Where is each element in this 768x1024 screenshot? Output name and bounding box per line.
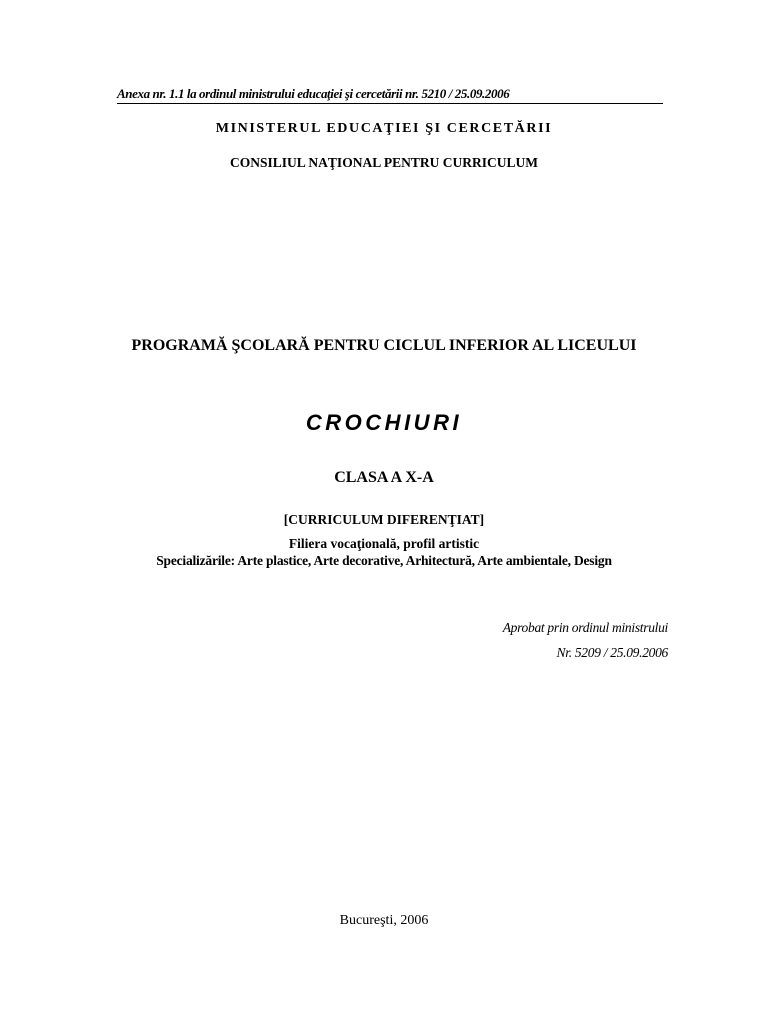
approval-line-2: Nr. 5209 / 25.09.2006 xyxy=(556,645,668,660)
specializations-line: Specializările: Arte plastice, Arte decorative, Arhitectură, Arte ambientale, Design xyxy=(156,553,612,568)
ministry-heading: MINISTERUL EDUCAŢIEI ŞI CERCETĂRII xyxy=(215,121,553,136)
annex-underline xyxy=(117,103,663,104)
subject-title: CROCHIURI xyxy=(305,410,463,435)
approval-line-1: Aprobat prin ordinul ministrului xyxy=(502,620,668,635)
filiera-line: Filiera vocaţională, profil artistic xyxy=(288,536,480,551)
grade-title: CLASA A X-A xyxy=(334,469,434,486)
program-title: PROGRAMĂ ŞCOLARĂ PENTRU CICLUL INFERIOR AL LICEULUI xyxy=(131,337,637,354)
place-date: Bucureşti, 2006 xyxy=(339,913,429,928)
curriculum-type: [CURRICULUM DIFERENŢIAT] xyxy=(283,512,485,527)
annex-reference: Anexa nr. 1.1 la ordinul ministrului educaţiei şi cercetării nr. 5210 / 25.09.2006 xyxy=(117,86,510,101)
council-heading: CONSILIUL NAŢIONAL PENTRU CURRICULUM xyxy=(230,155,538,170)
